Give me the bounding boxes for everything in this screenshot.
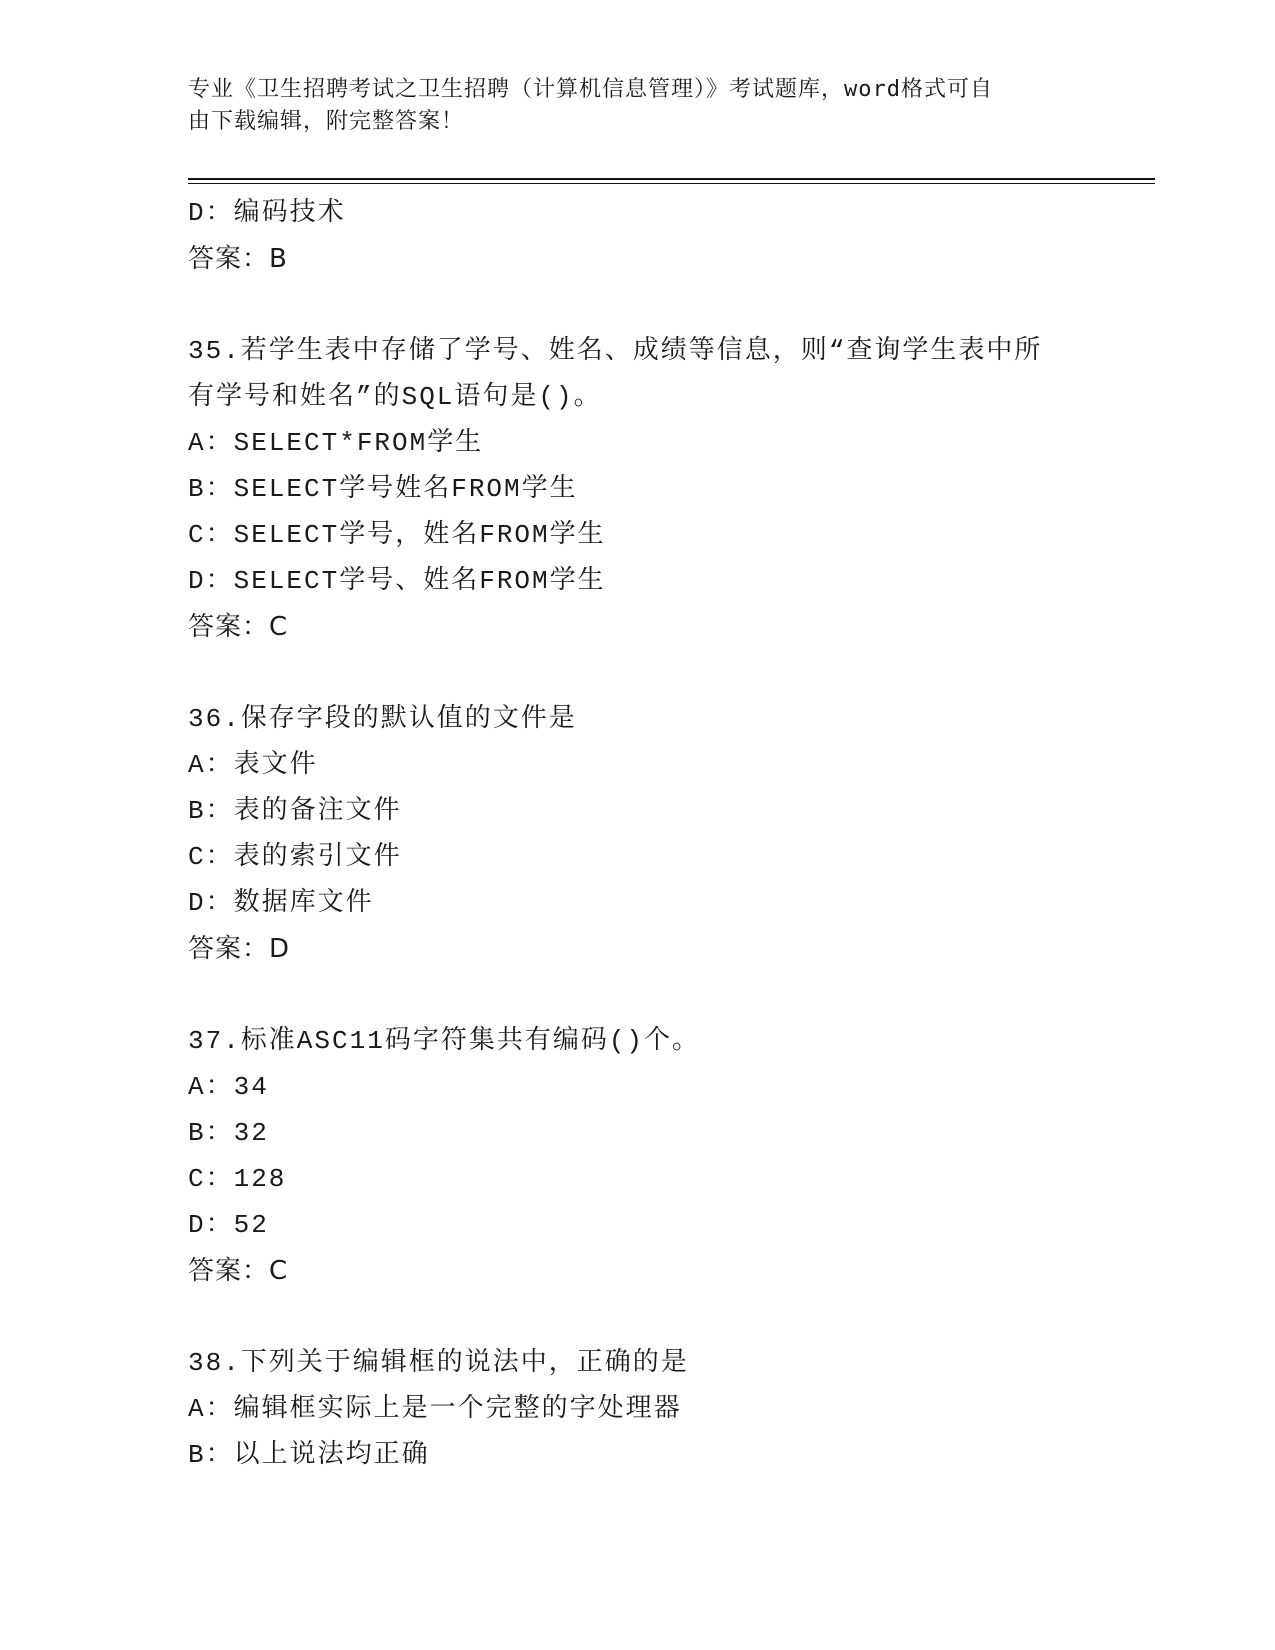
spacer [188, 282, 1088, 328]
answer: 答案：D [188, 934, 291, 964]
question-stem: 35.若学生表中存储了学号、姓名、成绩等信息，则“查询学生表中所 [188, 336, 1043, 366]
option-b: B：以上说法均正确 [188, 1440, 430, 1470]
option-b: B：32 [188, 1118, 269, 1148]
option-a: A：编辑框实际上是一个完整的字处理器 [188, 1394, 682, 1424]
header-line-1: 专业《卫生招聘考试之卫生招聘（计算机信息管理）》考试题库，word格式可自 [188, 77, 993, 102]
question-37 [188, 1018, 1088, 1294]
option-c: C：SELECT学号，姓名FROM学生 [188, 520, 606, 550]
answer: 答案：B [188, 244, 288, 274]
header-rule-thick [188, 178, 1155, 180]
spacer [188, 1294, 1088, 1340]
spacer [188, 650, 1088, 696]
question-stem-continued: 有学号和姓名”的SQL语句是()。 [188, 382, 602, 412]
question-35 [188, 328, 1088, 650]
option-d: D：52 [188, 1210, 269, 1240]
header-rule-thin [188, 183, 1155, 184]
question-38 [188, 1340, 1088, 1478]
answer: 答案：C [188, 612, 289, 642]
option-a: A：表文件 [188, 750, 318, 780]
question-stem: 36.保存字段的默认值的文件是 [188, 704, 577, 734]
option-a: A：SELECT*FROM学生 [188, 428, 484, 458]
document-content [188, 190, 1088, 1478]
document-header [188, 74, 1068, 138]
option-b: B：表的备注文件 [188, 796, 402, 826]
option-b: B：SELECT学号姓名FROM学生 [188, 474, 578, 504]
option-d: D：编码技术 [188, 198, 346, 228]
question-stem: 38.下列关于编辑框的说法中，正确的是 [188, 1348, 689, 1378]
option-d: D：数据库文件 [188, 888, 374, 918]
header-line-2: 由下载编辑，附完整答案！ [188, 109, 465, 134]
option-c: C：表的索引文件 [188, 842, 402, 872]
question-36 [188, 696, 1088, 972]
option-c: C：128 [188, 1164, 287, 1194]
option-d: D：SELECT学号、姓名FROM学生 [188, 566, 606, 596]
option-a: A：34 [188, 1072, 269, 1102]
answer: 答案：C [188, 1256, 289, 1286]
spacer [188, 972, 1088, 1018]
question-stem: 37.标准ASC11码字符集共有编码()个。 [188, 1026, 701, 1056]
